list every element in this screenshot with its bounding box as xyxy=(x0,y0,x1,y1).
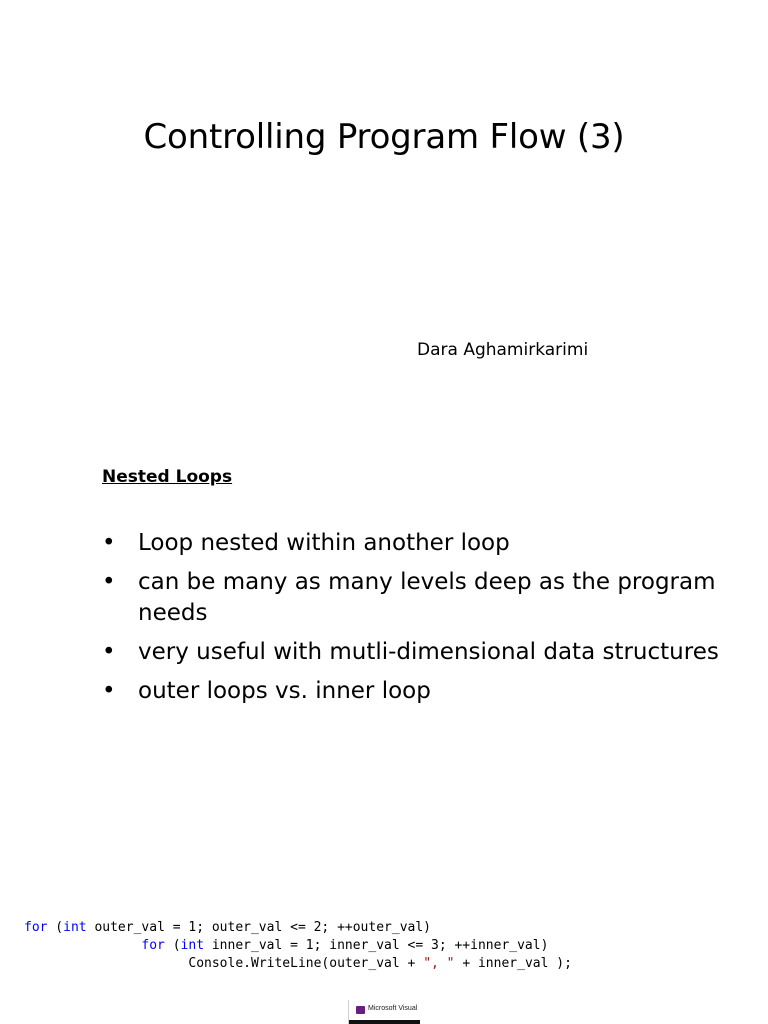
code-line-3 xyxy=(24,956,572,971)
code-line-2 xyxy=(24,938,548,953)
keyword-int: int xyxy=(180,938,205,953)
bullet-text: can be many as many levels deep as the program needs xyxy=(138,569,716,626)
code-line-1 xyxy=(24,920,431,935)
code-indent xyxy=(24,938,141,953)
list-item xyxy=(102,637,742,668)
bullet-text: Loop nested within another loop xyxy=(138,530,510,556)
keyword-int: int xyxy=(63,920,87,935)
keyword-for: for xyxy=(141,938,165,953)
code-indent xyxy=(24,956,188,971)
section-heading: Nested Loops xyxy=(102,467,233,487)
list-item xyxy=(102,676,742,707)
code-token: ( xyxy=(47,920,64,935)
code-token: Console.WriteLine(outer_val + xyxy=(188,956,424,971)
bullet-list xyxy=(102,528,742,715)
badge-bar xyxy=(349,1020,420,1024)
bullet-icon: • xyxy=(102,569,116,595)
code-snippet xyxy=(24,919,572,973)
bullet-icon: • xyxy=(102,639,116,665)
list-item xyxy=(102,567,742,629)
visual-studio-badge xyxy=(348,1000,420,1024)
author-name: Dara Aghamirkarimi xyxy=(417,340,589,360)
bullet-text: very useful with mutli-dimensional data structures xyxy=(138,639,719,665)
code-token: outer_val = 1; outer_val <= 2; ++outer_val) xyxy=(86,920,431,935)
list-item xyxy=(102,528,742,559)
bullet-icon: • xyxy=(102,530,116,556)
code-token: ( xyxy=(164,938,181,953)
string-literal: ", " xyxy=(423,956,455,971)
visual-studio-logo-icon xyxy=(356,1006,365,1014)
badge-label: Microsoft Visual xyxy=(368,1005,418,1012)
code-token: + inner_val ); xyxy=(454,956,572,971)
bullet-icon: • xyxy=(102,678,116,704)
keyword-for: for xyxy=(24,920,48,935)
code-token: inner_val = 1; inner_val <= 3; ++inner_val) xyxy=(204,938,549,953)
page-title: Controlling Program Flow (3) xyxy=(143,117,625,157)
bullet-text: outer loops vs. inner loop xyxy=(138,678,431,704)
